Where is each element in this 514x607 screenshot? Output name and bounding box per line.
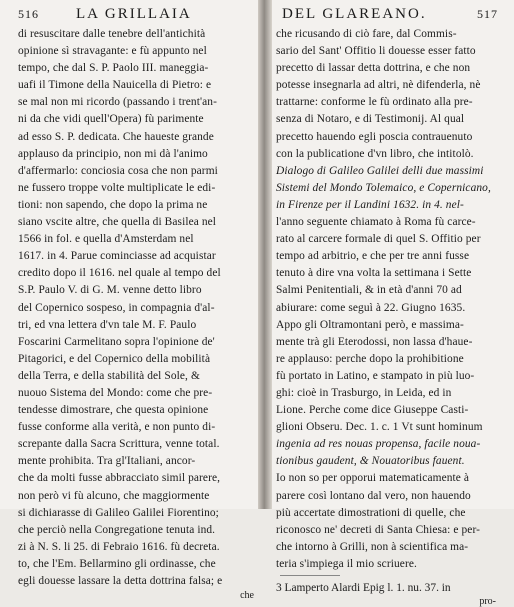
text-line: rato al carcere formale di quel S. Offitio per — [276, 233, 481, 246]
right-page-header — [276, 4, 498, 26]
text-line: con la publicatione d'vn libro, che intitolò. — [276, 147, 474, 160]
text-line: screpante dalla Sacra Scrittura, venne total. — [18, 438, 220, 451]
book-gutter — [258, 0, 272, 509]
text-line: della Terra, e della stabilità del Sole, & — [18, 369, 200, 382]
text-line: tendesse dimostrare, che questa opinione — [18, 404, 209, 417]
text-line: applauso da principio, non mi dà l'animo — [18, 147, 208, 160]
text-line: credito dopo il 1616. nel quale al tempo del — [18, 267, 221, 280]
text-line: in Firenze per il Landini 1632. in 4. nel- — [276, 198, 464, 211]
right-page-body — [276, 26, 498, 573]
text-line: egli douesse lassare la detta dottrina falsa; e — [18, 575, 223, 587]
text-line: precetto di lassar detta dottrina, e che non — [276, 62, 471, 75]
text-line: to, che l'Em. Bellarmino gli ordinasse, che — [18, 557, 216, 570]
text-line: fusse conforme alla verità, e non punto di- — [18, 421, 216, 434]
text-line: mente trà gli Eterodossi, non lassa d'haue- — [276, 335, 473, 348]
text-line: tri, ed vna lettera d'vn tale M. F. Paulo — [18, 318, 197, 331]
text-line: Sistemi del Mondo Tolemaico, e Copernicano, — [276, 181, 491, 194]
text-line: tionibus gaudent, & Nouatoribus fauent. — [276, 455, 465, 468]
text-line: tenuto à dire vna volta la settimana i Sette — [276, 267, 472, 280]
right-page — [276, 4, 498, 607]
text-line: S.P. Paulo V. di G. M. venne detto libro — [18, 284, 202, 297]
text-line: più accertate dimostrationi di quelle, che — [276, 506, 466, 519]
text-line: non però vi fù alcuno, che maggiormente — [18, 489, 210, 502]
left-page-body — [18, 26, 256, 590]
text-line: riconosco ne' decreti di Santa Chiesa: e per- — [276, 523, 481, 536]
text-line: abiurare: come seguì à 22. Giugno 1635. — [276, 301, 466, 314]
text-line: glioni Obseru. Dec. 1. c. 1 Vt sunt hominum — [276, 421, 483, 434]
text-line: 1566 in fol. e quella d'Amsterdam nel — [18, 233, 194, 246]
text-line: di resuscitare dalle tenebre dell'antichità — [18, 28, 206, 40]
text-line: ad esso S. P. dedicata. Che haueste grande — [18, 130, 214, 143]
text-line: Lione. Perche come dice Giuseppe Casti- — [276, 404, 469, 417]
text-line: precetto hauendo egli poscia contrauenuto — [276, 130, 473, 143]
text-line: che perciò nella Congregatione tenuta ind. — [18, 523, 216, 536]
text-line: zi à N. S. li 25. di Febraio 1616. fù decreta. — [18, 540, 220, 553]
text-line: Foscarini Carmelitano sopra l'opinione de' — [18, 335, 215, 348]
text-line: 1617. in 4. Parue cominciasse ad acquistar — [18, 250, 216, 263]
footnote-rule — [280, 575, 340, 576]
text-line: d'affermarlo: conciosia cosa che non parmi — [18, 164, 218, 177]
text-line: Salmi Penitentiali, & in età d'anni 70 ad — [276, 284, 462, 297]
right-footnote: 3 Lamperto Alardi Epig l. 1. nu. 37. in — [276, 582, 451, 594]
text-line: nuouo Sistema del Mondo: come che pre- — [18, 386, 213, 399]
text-line: ni da che vidi quell'Opera) fù parimente — [18, 113, 204, 126]
text-line: trattarne: conforme le fù ordinato alla pre- — [276, 96, 473, 109]
left-page-header — [18, 4, 256, 26]
text-line: mente prohibita. Tra gl'Italiani, ancor- — [18, 455, 196, 468]
text-line: teria s'impiega il mio scriuere. — [276, 557, 417, 570]
text-line: che da molti fusse abbracciato simil parere, — [18, 472, 221, 485]
text-line: Appo gli Oltramontani però, e massima- — [276, 318, 464, 331]
text-line: tempo, che dal S. P. Paolo III. maneggia- — [18, 62, 209, 75]
text-line: ghi: cioè in Trasburgo, in Leida, ed in — [276, 386, 452, 399]
text-line: parere così lontano dal vero, non hauendo — [276, 489, 471, 502]
left-catchword: che — [240, 590, 254, 602]
text-line: opinione sì stravagante: e fù appunto nel — [18, 45, 207, 58]
text-line: sario del Sant' Offitio li douesse esser fatto — [276, 45, 476, 58]
text-line: Io non so per opporui matematicamente à — [276, 472, 470, 485]
left-page-number: 516 — [18, 7, 39, 21]
text-line: che intorno à Grilli, non à scientifica ma- — [276, 540, 469, 553]
text-line: del Copernico sospeso, in compagnia d'al- — [18, 301, 215, 314]
text-line: ingenia ad res nouas propensa, facile noua- — [276, 438, 481, 451]
text-line: si dichiarasse di Galileo Galilei Fiorentino; — [18, 506, 219, 519]
text-line: re applauso: perche dopo la prohibitione — [276, 352, 464, 365]
text-line: uafi il Timone della Nauicella di Pietro: e — [18, 79, 212, 92]
text-line: senza di Notaro, e di Testimonij. Al qual — [276, 113, 465, 126]
left-running-head: LA GRILLAIA — [76, 6, 192, 22]
right-catchword: pro- — [479, 596, 496, 607]
text-line: potesse insegnarla ad altri, nè difenderla, nè — [276, 79, 481, 92]
text-line: l'anno seguente chiamato à Roma fù carce- — [276, 216, 476, 229]
right-page-number: 517 — [477, 7, 498, 21]
text-line: tempo ad arbitrio, e che per tre anni fusse — [276, 250, 470, 263]
right-running-head: DEL GLAREANO. — [282, 6, 427, 22]
text-line: se mal non mi ricordo (passando i trent'an- — [18, 96, 217, 109]
text-line: ne fussero troppe volte multiplicate le edi- — [18, 181, 216, 194]
left-page — [18, 4, 256, 602]
text-line: tioni: non sapendo, che dopo la prima ne — [18, 198, 208, 211]
text-line: Dialogo di Galileo Galilei delli due massimi — [276, 164, 484, 177]
text-line: fù portato in Latino, e stampato in più luo- — [276, 369, 475, 382]
text-line: che ricusando di ciò fare, dal Commis- — [276, 28, 457, 40]
text-line: Pitagorici, e del Copernico della mobilità — [18, 352, 211, 365]
text-line: siano vscite altre, che quella di Basilea nel — [18, 216, 217, 229]
